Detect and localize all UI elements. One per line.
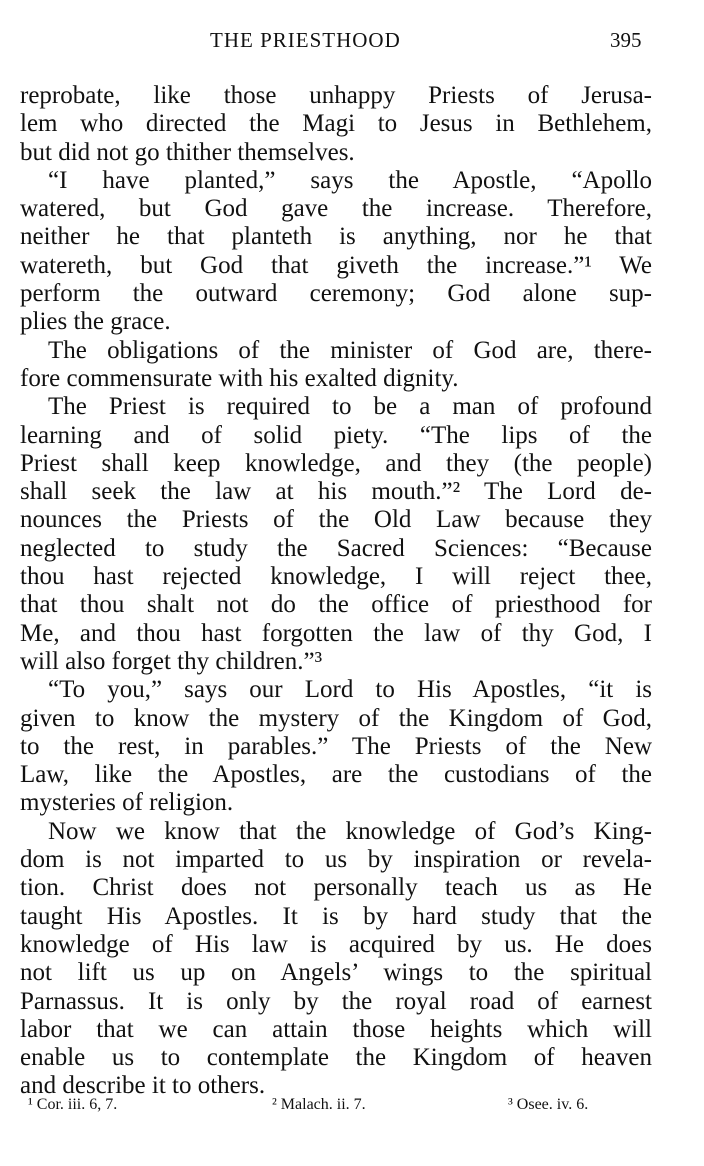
text-line: mysteries of religion. xyxy=(20,789,234,817)
text-line: not lift us up on Angels’ wings to the spiritual xyxy=(20,959,652,987)
text-line: perform the outward ceremony; God alone sup- xyxy=(20,280,652,308)
body-text xyxy=(20,82,652,1101)
text-line: labor that we can attain those heights which will xyxy=(20,1015,652,1043)
text-line: that thou shalt not do the office of priesthood for xyxy=(20,591,652,619)
text-line: Parnassus. It is only by the royal road of earnest xyxy=(20,987,652,1015)
text-line: to the rest, in parables.” The Priests of the New xyxy=(20,732,652,760)
text-line: nounces the Priests of the Old Law because they xyxy=(20,506,652,534)
text-line: “I have planted,” says the Apostle, “Apollo xyxy=(48,166,652,194)
text-line: neglected to study the Sacred Sciences: “Because xyxy=(20,534,652,562)
text-line: taught His Apostles. It is by hard study that the xyxy=(20,902,652,930)
running-title: THE PRIESTHOOD xyxy=(210,28,401,52)
text-line: knowledge of His law is acquired by us. He does xyxy=(20,930,652,958)
text-line: tion. Christ does not personally teach us as He xyxy=(20,874,652,902)
text-line: enable us to contemplate the Kingdom of heaven xyxy=(20,1044,652,1072)
text-line: Me, and thou hast forgotten the law of thy God, I xyxy=(20,619,652,647)
text-line: but did not go thither themselves. xyxy=(20,138,355,166)
text-line: “To you,” says our Lord to His Apostles, “it is xyxy=(48,676,652,704)
footnote-1: ¹ Cor. iii. 6, 7. xyxy=(28,1096,118,1113)
text-line: will also forget thy children.”³ xyxy=(20,647,323,675)
text-line: learning and of solid piety. “The lips of the xyxy=(20,421,652,449)
footnote-2: ² Malach. ii. 7. xyxy=(272,1096,366,1113)
text-line: The obligations of the minister of God are, there- xyxy=(48,336,652,364)
text-line: thou hast rejected knowledge, I will reject thee, xyxy=(20,563,652,591)
text-line: Law, like the Apostles, are the custodians of the xyxy=(20,761,652,789)
text-line: neither he that planteth is anything, nor he that xyxy=(20,223,652,251)
text-line: Priest shall keep knowledge, and they (the people) xyxy=(20,449,652,477)
text-line: plies the grace. xyxy=(20,308,171,336)
running-header xyxy=(0,28,704,58)
text-line: fore commensurate with his exalted dignity. xyxy=(20,364,459,392)
text-line: reprobate, like those unhappy Priests of Jerusa- xyxy=(20,82,652,109)
footnote-3: ³ Osee. iv. 6. xyxy=(508,1096,589,1113)
text-line: shall seek the law at his mouth.”² The Lord de- xyxy=(20,478,652,506)
text-line: Now we know that the knowledge of God’s King- xyxy=(48,817,652,845)
text-line: and describe it to others. xyxy=(20,1072,266,1100)
text-line: watered, but God gave the increase. Therefore, xyxy=(20,195,652,223)
text-line: watereth, but God that giveth the increase.”¹ We xyxy=(20,251,652,279)
text-line: given to know the mystery of the Kingdom of God, xyxy=(20,704,652,732)
text-line: lem who directed the Magi to Jesus in Bethlehem, xyxy=(20,110,652,138)
text-line: The Priest is required to be a man of profound xyxy=(48,393,652,421)
text-line: dom is not imparted to us by inspiration or revela- xyxy=(20,846,652,874)
footnotes xyxy=(28,1096,668,1118)
page-number: 395 xyxy=(610,28,642,52)
